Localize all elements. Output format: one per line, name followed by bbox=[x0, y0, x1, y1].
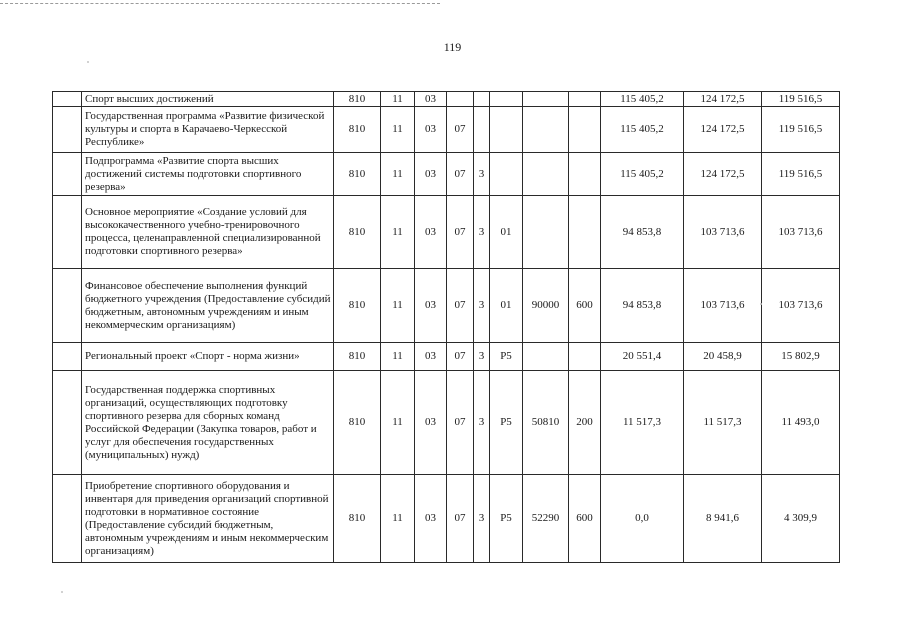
subsection-code: 03 bbox=[415, 92, 447, 107]
subsection-code: 03 bbox=[415, 343, 447, 371]
department-code: 810 bbox=[334, 269, 381, 343]
expense-type-code bbox=[569, 343, 601, 371]
subprogram-code bbox=[474, 92, 490, 107]
subsection-code: 03 bbox=[415, 475, 447, 563]
amount-year-3: 11 493,0 bbox=[762, 371, 840, 475]
expense-type-code bbox=[569, 196, 601, 269]
direction-code bbox=[523, 153, 569, 196]
department-code: 810 bbox=[334, 343, 381, 371]
row-margin-cell bbox=[53, 343, 82, 371]
direction-code bbox=[523, 196, 569, 269]
scan-speck bbox=[760, 303, 762, 305]
scan-speck bbox=[61, 591, 63, 593]
program-code: 07 bbox=[447, 196, 474, 269]
activity-code: 01 bbox=[490, 196, 523, 269]
row-margin-cell bbox=[53, 269, 82, 343]
program-code: 07 bbox=[447, 371, 474, 475]
table-row bbox=[53, 371, 840, 475]
subprogram-code: 3 bbox=[474, 371, 490, 475]
department-code: 810 bbox=[334, 371, 381, 475]
department-code: 810 bbox=[334, 107, 381, 153]
subprogram-code: 3 bbox=[474, 269, 490, 343]
subsection-code: 03 bbox=[415, 371, 447, 475]
table-row bbox=[53, 153, 840, 196]
amount-year-2: 103 713,6 bbox=[684, 196, 762, 269]
amount-year-1: 94 853,8 bbox=[601, 196, 684, 269]
amount-year-1: 115 405,2 bbox=[601, 153, 684, 196]
amount-year-3: 119 516,5 bbox=[762, 92, 840, 107]
item-name: Региональный проект «Спорт - норма жизни» bbox=[82, 343, 334, 371]
direction-code: 90000 bbox=[523, 269, 569, 343]
amount-year-1: 115 405,2 bbox=[601, 92, 684, 107]
direction-code: 50810 bbox=[523, 371, 569, 475]
amount-year-3: 119 516,5 bbox=[762, 107, 840, 153]
table-row bbox=[53, 107, 840, 153]
direction-code bbox=[523, 343, 569, 371]
scan-speck bbox=[87, 61, 89, 63]
row-margin-cell bbox=[53, 475, 82, 563]
amount-year-2: 20 458,9 bbox=[684, 343, 762, 371]
item-name: Подпрограмма «Развитие спорта высших достижений системы подготовки спортивного резерва» bbox=[82, 153, 334, 196]
section-code: 11 bbox=[381, 475, 415, 563]
section-code: 11 bbox=[381, 92, 415, 107]
expense-type-code: 200 bbox=[569, 371, 601, 475]
item-name: Государственная программа «Развитие физической культуры и спорта в Карачаево-Черкесской Республике» bbox=[82, 107, 334, 153]
amount-year-2: 124 172,5 bbox=[684, 107, 762, 153]
section-code: 11 bbox=[381, 153, 415, 196]
department-code: 810 bbox=[334, 196, 381, 269]
amount-year-2: 124 172,5 bbox=[684, 153, 762, 196]
item-name: Спорт высших достижений bbox=[82, 92, 334, 107]
expense-type-code: 600 bbox=[569, 269, 601, 343]
activity-code: P5 bbox=[490, 475, 523, 563]
amount-year-3: 4 309,9 bbox=[762, 475, 840, 563]
expense-type-code: 600 bbox=[569, 475, 601, 563]
item-name: Приобретение спортивного оборудования и инвентаря для приведения организаций спортивной подготовки в нормативное состояние (Предоставление субсидий бюджетным, автономным учреждениям и иным некоммерческим организациям) bbox=[82, 475, 334, 563]
row-margin-cell bbox=[53, 196, 82, 269]
table-body bbox=[53, 92, 840, 563]
item-name: Государственная поддержка спортивных организаций, осуществляющих подготовку спортивного резерва для сборных команд Российской Федерации (Закупка товаров, работ и услуг для обеспечения государственных (муниципальных) нужд) bbox=[82, 371, 334, 475]
amount-year-1: 0,0 bbox=[601, 475, 684, 563]
table-row bbox=[53, 343, 840, 371]
direction-code bbox=[523, 107, 569, 153]
section-code: 11 bbox=[381, 107, 415, 153]
amount-year-1: 11 517,3 bbox=[601, 371, 684, 475]
amount-year-2: 124 172,5 bbox=[684, 92, 762, 107]
activity-code bbox=[490, 107, 523, 153]
subprogram-code bbox=[474, 107, 490, 153]
section-code: 11 bbox=[381, 269, 415, 343]
expense-type-code bbox=[569, 153, 601, 196]
subprogram-code: 3 bbox=[474, 343, 490, 371]
table-row bbox=[53, 475, 840, 563]
subsection-code: 03 bbox=[415, 153, 447, 196]
activity-code: 01 bbox=[490, 269, 523, 343]
section-code: 11 bbox=[381, 196, 415, 269]
activity-code: P5 bbox=[490, 343, 523, 371]
amount-year-2: 8 941,6 bbox=[684, 475, 762, 563]
subsection-code: 03 bbox=[415, 196, 447, 269]
subprogram-code: 3 bbox=[474, 196, 490, 269]
budget-table bbox=[52, 91, 840, 563]
subsection-code: 03 bbox=[415, 269, 447, 343]
subsection-code: 03 bbox=[415, 107, 447, 153]
activity-code bbox=[490, 153, 523, 196]
item-name: Основное мероприятие «Создание условий для высококачественного учебно-тренировочного процесса, целенаправленной специализированной подготовки спортивного резерва» bbox=[82, 196, 334, 269]
program-code: 07 bbox=[447, 343, 474, 371]
table-row bbox=[53, 196, 840, 269]
subprogram-code: 3 bbox=[474, 475, 490, 563]
program-code: 07 bbox=[447, 269, 474, 343]
section-code: 11 bbox=[381, 343, 415, 371]
amount-year-1: 20 551,4 bbox=[601, 343, 684, 371]
activity-code: P5 bbox=[490, 371, 523, 475]
department-code: 810 bbox=[334, 92, 381, 107]
expense-type-code bbox=[569, 107, 601, 153]
direction-code: 52290 bbox=[523, 475, 569, 563]
subprogram-code: 3 bbox=[474, 153, 490, 196]
row-margin-cell bbox=[53, 107, 82, 153]
row-margin-cell bbox=[53, 371, 82, 475]
amount-year-3: 103 713,6 bbox=[762, 269, 840, 343]
amount-year-3: 119 516,5 bbox=[762, 153, 840, 196]
table-row bbox=[53, 92, 840, 107]
table-row bbox=[53, 269, 840, 343]
item-name: Финансовое обеспечение выполнения функций бюджетного учреждения (Предоставление субсидий бюджетным, автономным учреждениям и иным некоммерческим организациям) bbox=[82, 269, 334, 343]
amount-year-1: 115 405,2 bbox=[601, 107, 684, 153]
section-code: 11 bbox=[381, 371, 415, 475]
row-margin-cell bbox=[53, 153, 82, 196]
program-code: 07 bbox=[447, 475, 474, 563]
department-code: 810 bbox=[334, 475, 381, 563]
amount-year-2: 11 517,3 bbox=[684, 371, 762, 475]
program-code bbox=[447, 92, 474, 107]
department-code: 810 bbox=[334, 153, 381, 196]
amount-year-1: 94 853,8 bbox=[601, 269, 684, 343]
row-margin-cell bbox=[53, 92, 82, 107]
direction-code bbox=[523, 92, 569, 107]
program-code: 07 bbox=[447, 153, 474, 196]
page-number: 119 bbox=[443, 40, 462, 54]
amount-year-3: 103 713,6 bbox=[762, 196, 840, 269]
top-scan-rule bbox=[0, 3, 440, 4]
activity-code bbox=[490, 92, 523, 107]
amount-year-2: 103 713,6 bbox=[684, 269, 762, 343]
expense-type-code bbox=[569, 92, 601, 107]
amount-year-3: 15 802,9 bbox=[762, 343, 840, 371]
program-code: 07 bbox=[447, 107, 474, 153]
